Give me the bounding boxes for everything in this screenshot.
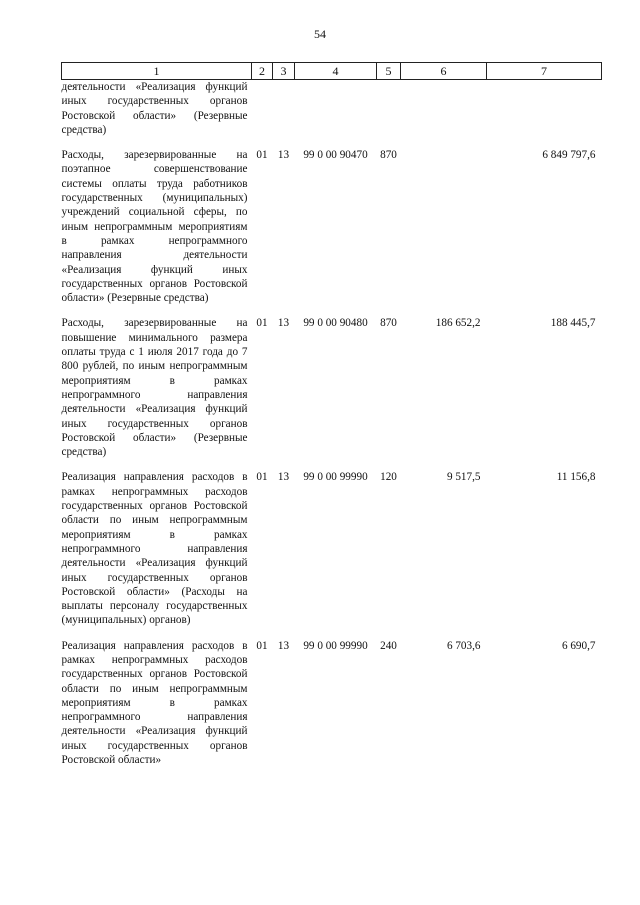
page-number: 54 bbox=[314, 27, 326, 41]
row-amount-1: 186 652,2 bbox=[435, 317, 481, 330]
row-amount-2: 188 445,7 bbox=[550, 317, 596, 330]
row-expense-type bbox=[377, 80, 401, 143]
row-expense-type: 120 bbox=[380, 471, 397, 484]
row-target-code: 99 0 00 90480 bbox=[303, 317, 368, 330]
header-col-1: 1 bbox=[62, 63, 252, 80]
row-amount-1: 6 703,6 bbox=[446, 639, 481, 652]
row-section: 01 bbox=[256, 471, 268, 484]
row-expense-type: 870 bbox=[380, 317, 397, 330]
row-subsection: 13 bbox=[277, 639, 290, 652]
table-row bbox=[62, 142, 602, 310]
row-target-code: 99 0 00 99990 bbox=[303, 471, 368, 484]
table-row bbox=[62, 80, 602, 143]
row-amount-1: 9 517,5 bbox=[446, 471, 481, 484]
row-section bbox=[252, 80, 273, 143]
row-amount-2 bbox=[487, 80, 602, 143]
header-col-2: 2 bbox=[252, 63, 273, 80]
row-subsection: 13 bbox=[277, 149, 290, 162]
row-target-code bbox=[295, 80, 377, 143]
row-amount-2: 6 690,7 bbox=[561, 639, 596, 652]
row-description: Реализация направления расходов в рамках непрограммных расходов государственных органов Ростовской области по иным непрограммным мероприятиям в рамках непрограммного направления деятельности «Реализация функций иных государственных органов Ростовской области» bbox=[61, 639, 248, 767]
table-header-row bbox=[62, 63, 602, 80]
row-amount-1 bbox=[401, 80, 487, 143]
table-row bbox=[62, 310, 602, 464]
row-expense-type: 240 bbox=[380, 639, 397, 652]
header-col-6: 6 bbox=[401, 63, 487, 80]
header-col-5: 5 bbox=[377, 63, 401, 80]
row-description: Расходы, зарезервированные на поэтапное совершенствование системы оплаты труда работников государственных (муниципальных) учреждений социальной сферы, по иным непрограммным мероприятиям в рамках непрограммного направления деятельности «Реализация функций иных государственных органов Ростовской области» (Резервные средства) bbox=[61, 149, 248, 305]
row-description: Реализация направления расходов в рамках непрограммных расходов государственных органов Ростовской области по иным непрограммным мероприятиям в рамках непрограммного направления деятельности «Реализация функций иных государственных органов Ростовской области» (Расходы на выплаты персоналу государственных (муниципальных) органов) bbox=[61, 471, 248, 627]
row-subsection: 13 bbox=[277, 317, 290, 330]
row-description: деятельности «Реализация функций иных государственных органов Ростовской области» (Резервные средства) bbox=[61, 81, 248, 136]
header-col-4: 4 bbox=[295, 63, 377, 80]
row-section: 01 bbox=[256, 639, 268, 652]
row-section: 01 bbox=[256, 317, 268, 330]
row-amount-2: 6 849 797,6 bbox=[542, 149, 596, 162]
row-amount-2: 11 156,8 bbox=[556, 471, 596, 484]
row-subsection bbox=[273, 80, 295, 143]
row-target-code: 99 0 00 99990 bbox=[303, 639, 368, 652]
row-expense-type: 870 bbox=[380, 149, 397, 162]
row-description: Расходы, зарезервированные на повышение минимального размера оплаты труда с 1 июля 2017 года до 7 800 рублей, по иным непрограммным мероприятиям в рамках непрограммного направления деятельности «Реализация функций иных государственных органов Ростовской области» (Резервные средства) bbox=[61, 317, 248, 459]
table-row bbox=[62, 633, 602, 773]
row-section: 01 bbox=[256, 149, 268, 162]
budget-table bbox=[61, 62, 602, 772]
table-row bbox=[62, 464, 602, 632]
row-amount-1 bbox=[401, 142, 487, 310]
row-target-code: 99 0 00 90470 bbox=[303, 149, 368, 162]
header-col-7: 7 bbox=[487, 63, 602, 80]
header-col-3: 3 bbox=[273, 63, 295, 80]
row-subsection: 13 bbox=[277, 471, 290, 484]
